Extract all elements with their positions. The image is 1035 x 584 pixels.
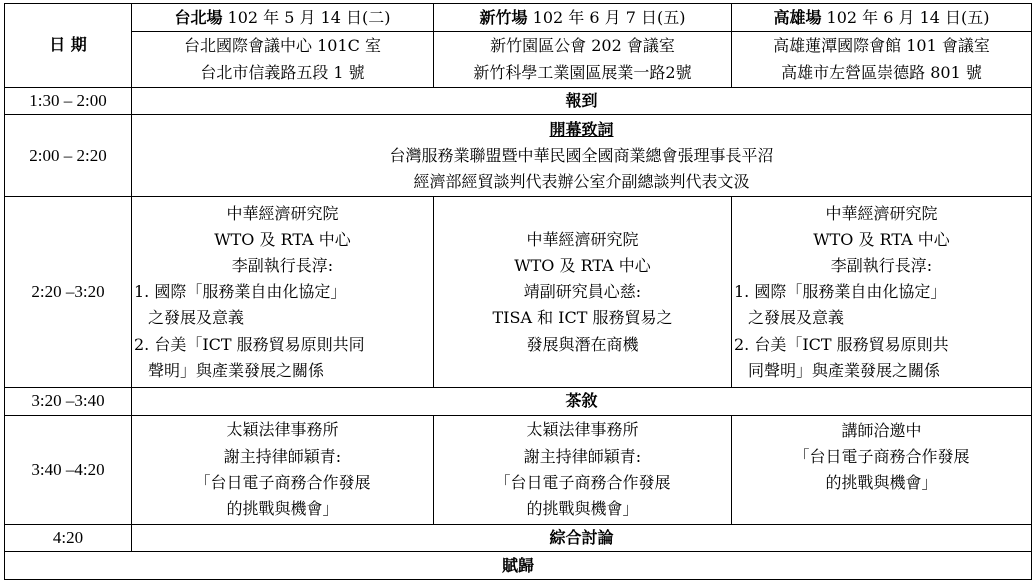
taipei-address: 台北市信義路五段 1 號 [200,62,365,82]
registration-title: 報到 [132,87,1032,114]
taipei-venue-date: 102 年 5 月 14 日(二) [227,7,391,27]
kaohsiung-address: 高雄市左營區崇德路 801 號 [781,62,982,82]
closing-row [5,552,1032,580]
hsinchu-address: 新竹科學工業園區展業一路2號 [473,62,692,82]
session1-hsinchu-topic-2: 發展與潛在商機 [526,334,639,354]
registration-row [5,87,1032,114]
session2-taipei [132,415,434,524]
session2-kaohsiung-topic-1: 「台日電子商務合作發展 [793,446,970,466]
kaohsiung-venue-header [732,4,1032,32]
session1-taipei-speaker: 李副執行長淳: [231,255,334,275]
session2-hsinchu-org: 太穎法律事務所 [526,420,639,440]
session1-kaohsiung-org: 中華經濟研究院 [825,203,938,223]
opening-time: 2:00 – 2:20 [5,115,132,197]
session2-hsinchu-topic-2: 的挑戰與機會」 [526,499,639,519]
header-row-locations [5,32,1032,88]
tea-time: 3:20 –3:40 [5,388,132,415]
kaohsiung-location [732,32,1032,88]
session1-kaohsiung [732,197,1032,388]
opening-title: 開幕致詞 [549,119,614,139]
agenda-table [4,3,1032,580]
hsinchu-venue-date: 102 年 6 月 7 日(五) [532,7,686,27]
session1-taipei [132,197,434,388]
closing-title: 賦歸 [5,552,1032,580]
session2-kaohsiung-topic-2: 的挑戰與機會」 [825,473,938,493]
session2-hsinchu-speaker: 謝主持律師穎青: [523,446,642,466]
session1-row [5,197,1032,388]
tea-title: 茶敘 [132,388,1032,415]
session1-kaohsiung-item1-cont: 之發展及意義 [748,308,845,328]
taipei-place: 台北國際會議中心 101C 室 [184,36,381,56]
kaohsiung-place: 高雄蓮潭國際會館 101 會議室 [773,36,990,56]
session1-taipei-item1-cont: 之發展及意義 [148,308,245,328]
hsinchu-venue-name: 新竹場 [479,7,528,27]
header-row-dates [5,4,1032,32]
session1-hsinchu [434,197,732,388]
session1-kaohsiung-item2-cont: 同聲明」與產業發展之關係 [748,360,941,380]
session1-taipei-item2-cont: 聲明」與產業發展之關係 [148,360,325,380]
session2-taipei-topic-1: 「台日電子商務合作發展 [194,472,371,492]
session2-time: 3:40 –4:20 [5,415,132,524]
kaohsiung-venue-date: 102 年 6 月 14 日(五) [826,7,990,27]
hsinchu-location [434,32,732,88]
session1-kaohsiung-speaker: 李副執行長淳: [830,255,933,275]
discussion-time: 4:20 [5,524,132,551]
session2-row [5,415,1032,524]
taipei-venue-header [132,4,434,32]
taipei-venue-name: 台北場 [174,7,223,27]
session1-hsinchu-topic-1: TISA 和 ICT 服務貿易之 [492,308,673,328]
tea-row [5,388,1032,415]
session2-hsinchu-topic-1: 「台日電子商務合作發展 [494,472,671,492]
registration-time: 1:30 – 2:00 [5,87,132,114]
opening-content [132,115,1032,197]
hsinchu-venue-header [434,4,732,32]
session1-kaohsiung-center: WTO 及 RTA 中心 [813,229,950,249]
discussion-title: 綜合討論 [132,524,1032,551]
session1-hsinchu-center: WTO 及 RTA 中心 [514,255,651,275]
opening-speaker-1: 台灣服務業聯盟暨中華民國全國商業總會張理事長平沼 [389,145,774,165]
hsinchu-place: 新竹園區公會 202 會議室 [490,36,675,56]
session1-taipei-org: 中華經濟研究院 [226,203,339,223]
session2-hsinchu [434,415,732,524]
opening-speaker-2: 經濟部經貿談判代表辦公室介副總談判代表文汲 [413,171,750,191]
session1-hsinchu-speaker: 靖副研究員心慈: [523,282,642,302]
session1-taipei-item2: 2. 台美「ICT 服務貿易原則共同 [134,334,365,354]
session1-hsinchu-org: 中華經濟研究院 [526,229,639,249]
opening-row [5,115,1032,197]
session1-kaohsiung-item2: 2. 台美「ICT 服務貿易原則共 [734,334,949,354]
session2-kaohsiung-org: 講師洽邀中 [841,420,922,440]
session1-taipei-item1: 1. 國際「服務業自由化協定」 [134,282,347,302]
kaohsiung-venue-name: 高雄場 [773,7,822,27]
session2-taipei-topic-2: 的挑戰與機會」 [226,499,339,519]
taipei-location [132,32,434,88]
discussion-row [5,524,1032,551]
date-column-header: 日 期 [5,4,132,88]
session1-taipei-center: WTO 及 RTA 中心 [214,229,351,249]
session2-taipei-org: 太穎法律事務所 [226,420,339,440]
session2-kaohsiung [732,415,1032,524]
session1-time: 2:20 –3:20 [5,197,132,388]
session1-kaohsiung-item1: 1. 國際「服務業自由化協定」 [734,282,947,302]
session2-taipei-speaker: 謝主持律師穎青: [223,446,342,466]
